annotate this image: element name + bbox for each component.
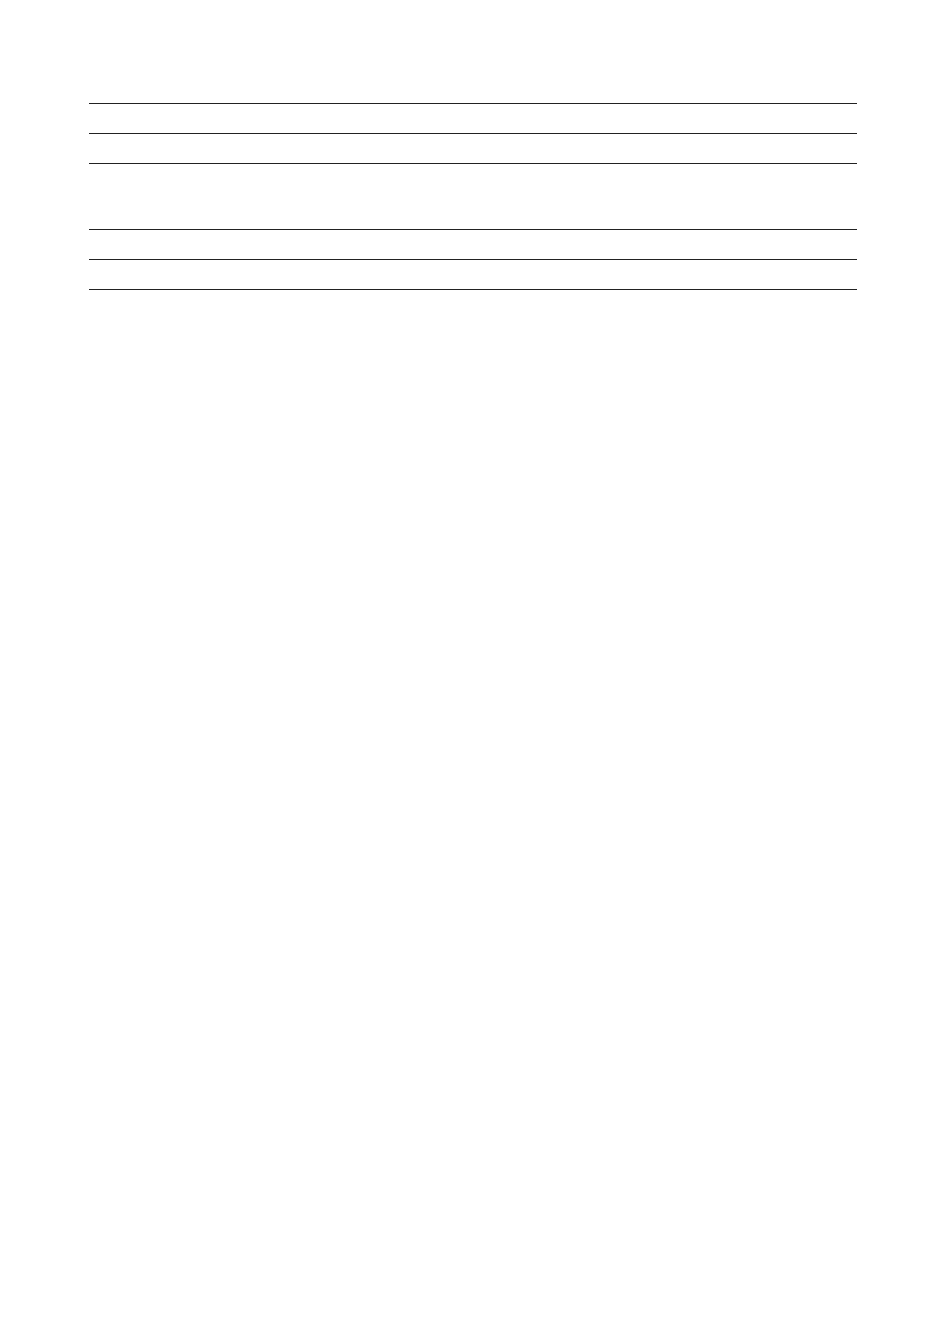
article-title xyxy=(89,351,857,381)
answer-lines-q5[interactable] xyxy=(89,200,857,290)
article-line xyxy=(89,440,857,470)
question-5 xyxy=(89,166,857,196)
article-line xyxy=(89,469,857,499)
answer-line[interactable] xyxy=(89,104,857,134)
article-author xyxy=(89,380,857,410)
answer-line[interactable] xyxy=(89,200,857,230)
answer-line[interactable] xyxy=(89,134,857,164)
section-heading xyxy=(89,292,857,322)
answer-line[interactable] xyxy=(89,260,857,290)
article-line xyxy=(89,499,857,529)
article-body xyxy=(89,410,857,528)
document-page xyxy=(89,70,857,528)
answer-lines-q4[interactable] xyxy=(89,74,857,164)
answer-line[interactable] xyxy=(89,74,857,104)
section-instruction xyxy=(89,321,857,351)
article-line xyxy=(89,410,857,440)
answer-line[interactable] xyxy=(89,230,857,260)
